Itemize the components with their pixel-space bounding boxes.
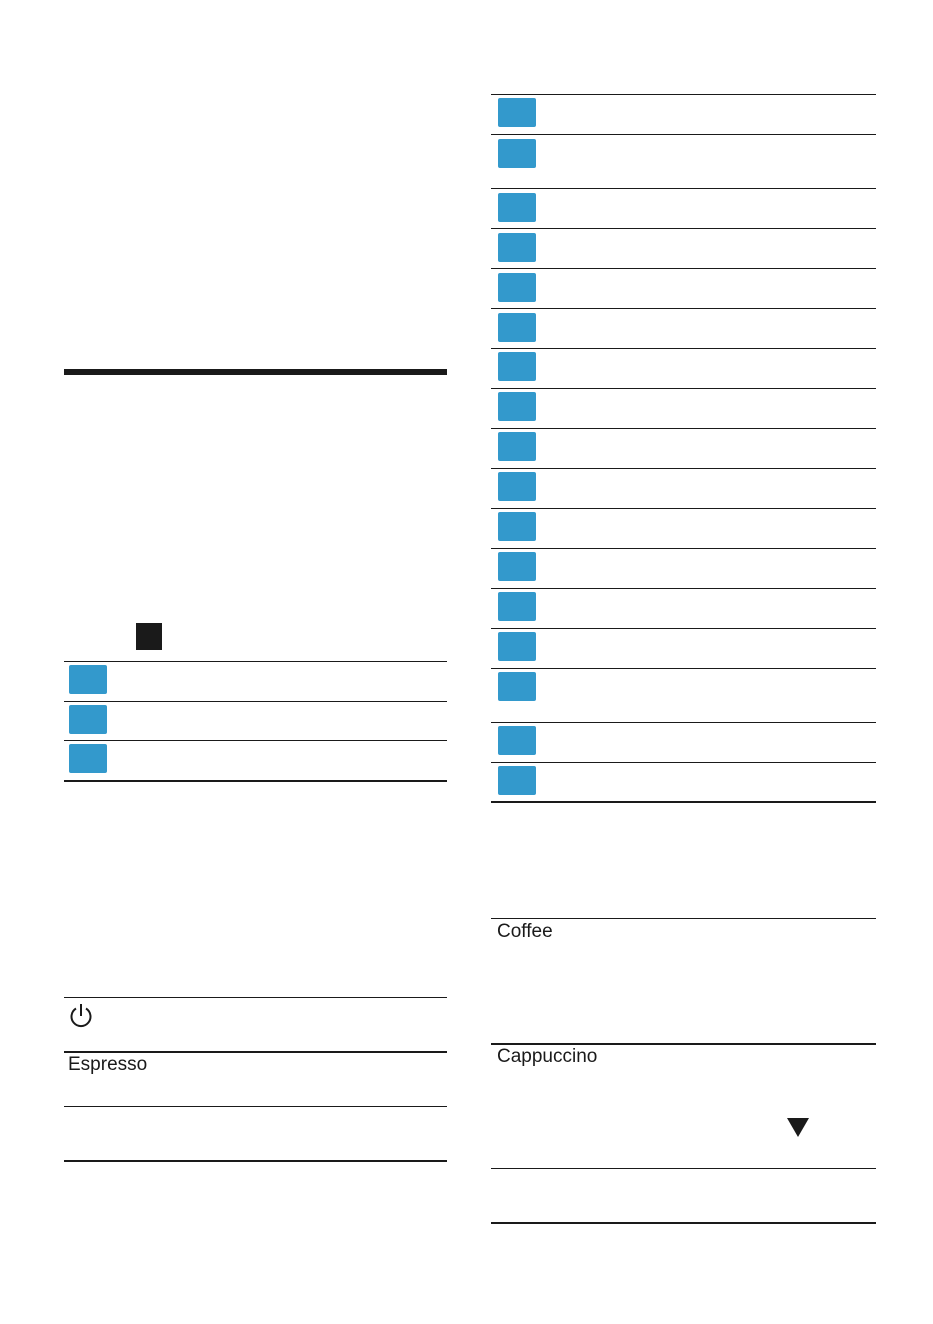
list-rule bbox=[64, 997, 447, 998]
table-rule bbox=[491, 468, 876, 469]
table-rule bbox=[491, 628, 876, 629]
blue-badge bbox=[498, 392, 536, 421]
list-rule bbox=[64, 1160, 447, 1162]
blue-badge bbox=[498, 552, 536, 581]
blue-badge bbox=[498, 592, 536, 621]
table-rule bbox=[491, 548, 876, 549]
list-rule bbox=[491, 1043, 876, 1045]
blue-badge bbox=[498, 726, 536, 755]
table-rule bbox=[491, 668, 876, 669]
blue-badge bbox=[69, 705, 107, 734]
blue-badge bbox=[498, 352, 536, 381]
blue-badge bbox=[498, 139, 536, 168]
blue-badge bbox=[498, 313, 536, 342]
table-rule bbox=[64, 740, 447, 741]
table-rule bbox=[491, 308, 876, 309]
blue-badge bbox=[498, 233, 536, 262]
blue-badge bbox=[498, 98, 536, 127]
table-rule bbox=[491, 722, 876, 723]
table-rule bbox=[491, 428, 876, 429]
list-item-label: Espresso bbox=[68, 1054, 148, 1075]
table-rule bbox=[491, 388, 876, 389]
list-item-label: Coffee bbox=[497, 921, 553, 942]
blue-badge bbox=[498, 672, 536, 701]
blue-badge bbox=[498, 632, 536, 661]
table-rule bbox=[491, 801, 876, 803]
triangle-down-icon bbox=[787, 1118, 809, 1138]
blue-badge bbox=[69, 744, 107, 773]
table-rule bbox=[491, 188, 876, 189]
table-rule bbox=[491, 228, 876, 229]
blue-badge bbox=[498, 432, 536, 461]
power-icon bbox=[67, 1002, 95, 1030]
table-rule bbox=[491, 588, 876, 589]
table-rule bbox=[491, 348, 876, 349]
list-rule bbox=[491, 1222, 876, 1224]
list-rule bbox=[64, 1051, 447, 1053]
blue-badge bbox=[498, 766, 536, 795]
list-rule bbox=[491, 1168, 876, 1169]
black-square-icon bbox=[136, 623, 162, 650]
blue-badge bbox=[498, 273, 536, 302]
table-rule bbox=[64, 661, 447, 662]
list-item-label: Cappuccino bbox=[497, 1046, 598, 1067]
blue-badge bbox=[498, 193, 536, 222]
table-rule bbox=[491, 508, 876, 509]
blue-badge bbox=[498, 472, 536, 501]
table-rule bbox=[64, 701, 447, 702]
table-rule bbox=[491, 134, 876, 135]
table-rule bbox=[491, 762, 876, 763]
list-rule bbox=[64, 1106, 447, 1107]
table-rule bbox=[491, 94, 876, 95]
blue-badge bbox=[498, 512, 536, 541]
section-divider bbox=[64, 369, 447, 375]
list-rule bbox=[491, 918, 876, 919]
table-rule bbox=[64, 780, 447, 782]
blue-badge bbox=[69, 665, 107, 694]
table-rule bbox=[491, 268, 876, 269]
